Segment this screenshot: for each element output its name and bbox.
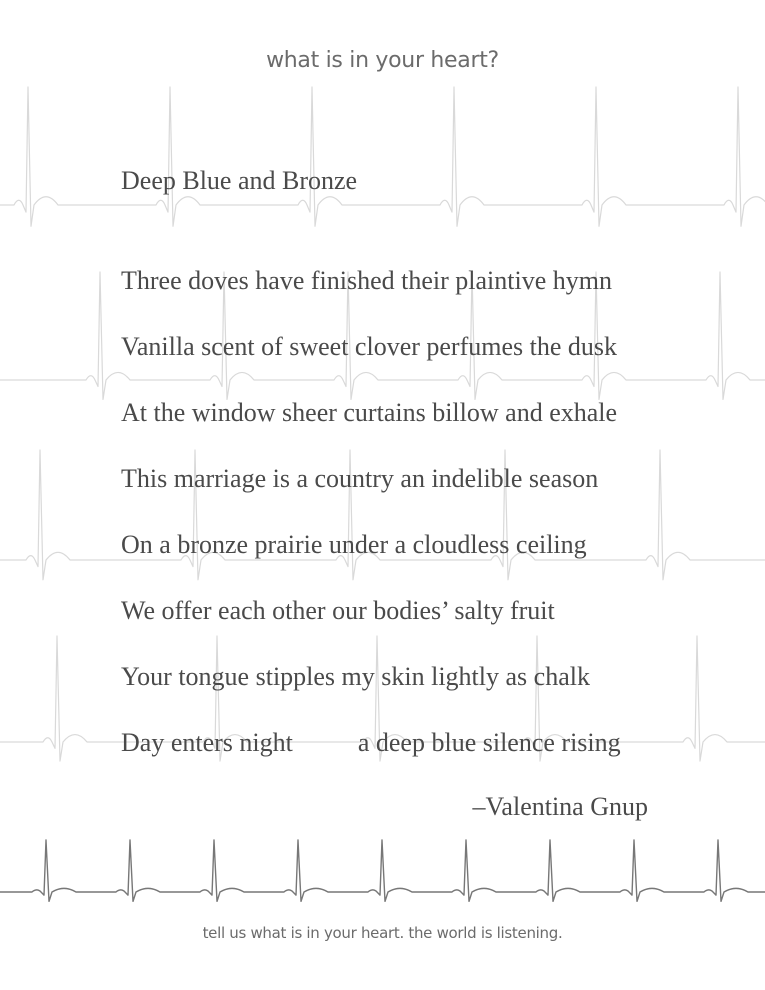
poem-line: Day enters night a deep blue silence rising [121, 728, 621, 757]
poem-line: Your tongue stipples my skin lightly as chalk [121, 662, 590, 691]
poem-title: Deep Blue and Bronze [121, 166, 358, 195]
poem-line: We offer each other our bodies’ salty fruit [121, 596, 555, 625]
poem-line: This marriage is a country an indelible season [121, 464, 599, 493]
poem-author: –Valentina Gnup [472, 792, 648, 821]
poem-line: On a bronze prairie under a cloudless ceiling [121, 530, 587, 559]
poem-line: Three doves have finished their plaintive hymn [121, 266, 612, 295]
ekg-strip-dark [0, 840, 765, 901]
ekg-strip-faint [0, 87, 765, 226]
poem-line: Vanilla scent of sweet clover perfumes the dusk [121, 332, 618, 361]
page-footer: tell us what is in your heart. the world is listening. [202, 924, 563, 942]
page-header: what is in your heart? [266, 48, 499, 73]
poem-line: At the window sheer curtains billow and exhale [121, 398, 618, 427]
